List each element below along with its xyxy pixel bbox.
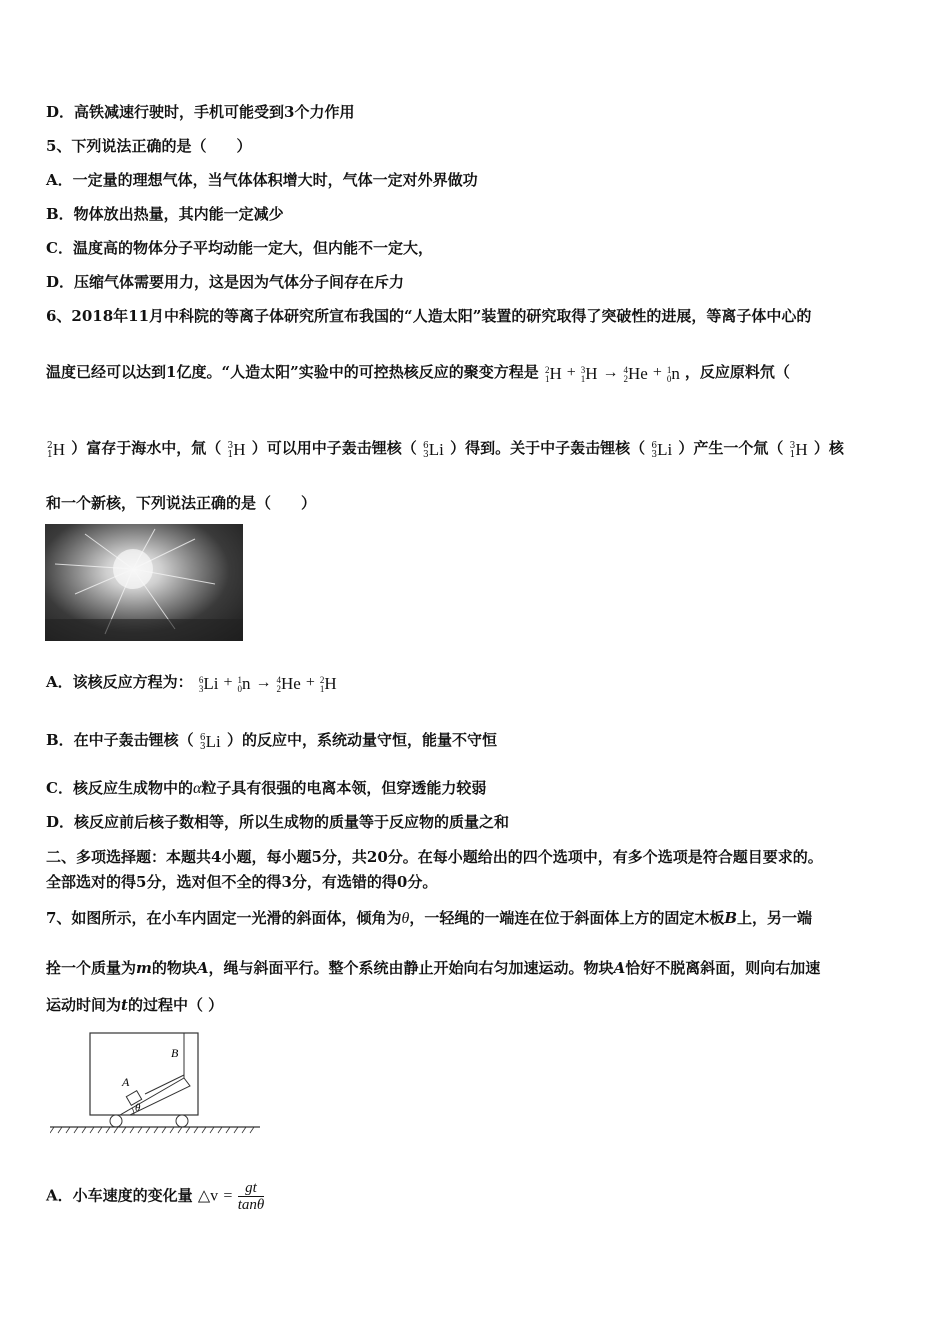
q7-stem-line1: 7、如图所示，在小车内固定一光滑的斜面体，倾角为θ，一轻绳的一端连在位于斜面体上方的固定木板B上，另一端 [46,909,813,927]
q6-stem-line3: 2 1 H ）富存于海水中，氚（ 3 1 H ）可以用中子轰击锂核（ 6 3 Li ）得到。关于中子轰击锂核（ 6 3 Li ）产生一个氚（ 3 1 H ）核 [47,439,844,460]
q6-stem-line1: 6、2018年11月中科院的等离子体研究所宣布我国的“人造太阳”装置的研究取得了突破性的进展，等离子体中心的 [46,307,812,325]
q5-option-a: A．一定量的理想气体，当气体体积增大时，气体一定对外界做功 [46,171,478,189]
q7-option-a: A．小车速度的变化量 △v = $\frac{gt}{\tan\theta}$ [46,1180,265,1213]
q5-stem: 5、下列说法正确的是（ ） [46,137,252,155]
q7-stem-line3: 运动时间为t的过程中（ ） [46,996,224,1014]
q7-stem-line2: 拴一个质量为m的物块A，绳与斜面平行。整个系统由静止开始向右匀加速运动。物块A恰好不脱离斜面，则向右加速 [46,959,821,977]
q4-option-d: D．高铁减速行驶时，手机可能受到3个力作用 [46,103,355,121]
lithium-symbol: 6 3 Li [423,440,444,460]
section2-line1: 二、多项选择题：本题共4小题，每小题5分，共20分。在每小题给出的四个选项中，有多个选项是符合题目要求的。 [46,848,823,866]
q6-option-b: B．在中子轰击锂核（ 6 3 Li ）的反应中，系统动量守恒，能量不守恒 [46,731,498,752]
fusion-equation: 2 1 H + 3 1 H → 4 2 He + 1 0 n [544,364,680,385]
fraction-gt-over-tan: $\frac{gt}{\tan\theta}$ [237,1180,265,1213]
tritium-symbol: 3 1 H [227,440,246,460]
deuterium-symbol: 2 1 H [47,440,66,460]
label-a: A [122,1075,130,1089]
section2-line2: 全部选对的得5分，选对但不全的得3分，有选错的得0分。 [46,873,438,891]
cart-incline-diagram [50,1030,260,1140]
q5-option-b: B．物体放出热量，其内能一定减少 [46,205,284,223]
q6-option-a: A．该核反应方程为： 6 3 Li + 1 0 n → 4 2 He + 2 1 H [46,673,337,695]
q6-stem-line2: 温度已经可以达到1亿度。“人造太阳”实验中的可控热核反应的聚变方程是 2 1 H + 3 1 H → 4 2 He + 1 0 n ，反应原料氘（ [46,363,790,385]
q5-option-d: D．压缩气体需要用力，这是因为气体分子间存在斥力 [46,273,405,291]
q5-option-c: C．温度高的物体分子平均动能一定大，但内能不一定大， [46,239,433,257]
q6-option-c: C．核反应生成物中的α粒子具有很强的电离本领，但穿透能力较弱 [46,779,487,797]
plasma-photo [45,524,243,641]
label-theta: θ [135,1102,141,1114]
q6-option-d: D．核反应前后核子数相等，所以生成物的质量等于反应物的质量之和 [46,813,510,831]
q6-stem-line4: 和一个新核，下列说法正确的是（ ） [46,494,317,512]
label-b: B [171,1046,179,1060]
